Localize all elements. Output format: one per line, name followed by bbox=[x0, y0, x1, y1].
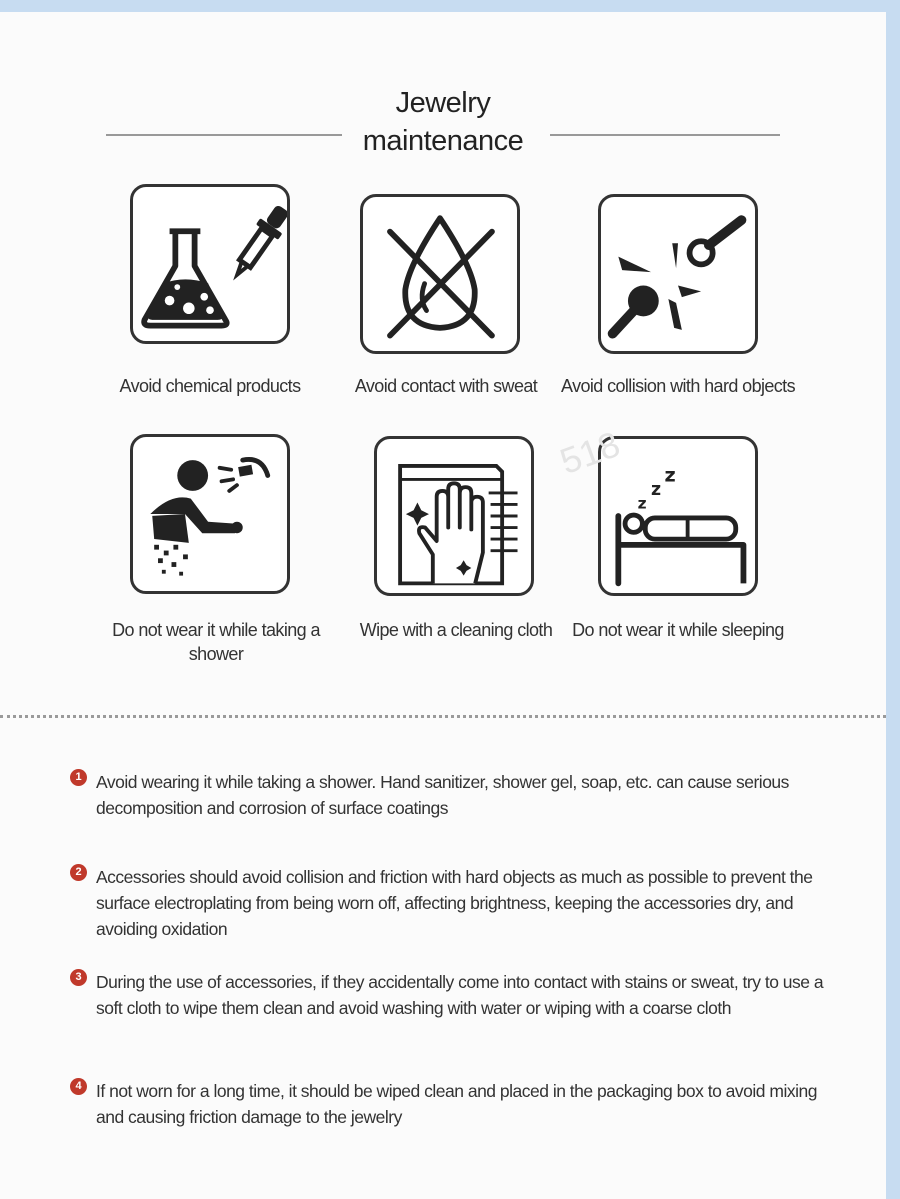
tip-caption: Do not wear it while taking a shower bbox=[112, 620, 320, 664]
note-number-badge: 2 bbox=[70, 864, 87, 881]
svg-text:z: z bbox=[664, 463, 676, 487]
care-note bbox=[70, 864, 840, 948]
note-text: During the use of accessories, if they accidentally come into contact with stains or sweat, try to use a soft cloth to wipe them clean and avoid washing with water or wiping with a coarse cloth bbox=[96, 972, 824, 1018]
tip-caption: Avoid contact with sweat bbox=[354, 376, 538, 396]
hand-cleaning-cloth-icon bbox=[377, 439, 531, 593]
note-number-badge: 1 bbox=[70, 769, 87, 786]
tip-caption: Avoid chemical products bbox=[119, 376, 301, 396]
watermark: 518 bbox=[554, 422, 626, 483]
svg-text:z: z bbox=[651, 479, 662, 500]
title-line-2: maintenance bbox=[362, 125, 524, 157]
tip-tile-sweat bbox=[360, 194, 520, 354]
tip-caption: Avoid collision with hard objects bbox=[560, 376, 795, 396]
tip-tile-shower bbox=[130, 434, 290, 594]
section-divider bbox=[0, 715, 886, 718]
tip-caption: Wipe with a cleaning cloth bbox=[359, 620, 553, 640]
tip-tile-cleaning bbox=[374, 436, 534, 596]
note-text: Accessories should avoid collision and friction with hard objects as much as possible to prevent the surface electroplating from being worn off, affecting brightness, keeping the accessories dry, and avoiding oxidation bbox=[96, 867, 813, 939]
page-title bbox=[0, 84, 886, 160]
care-note bbox=[70, 1078, 840, 1138]
note-text: If not worn for a long time, it should be wiped clean and placed in the packaging box to avoid mixing and causing friction damage to the jewelry bbox=[96, 1081, 817, 1127]
note-number-badge: 4 bbox=[70, 1078, 87, 1095]
person-shower-icon bbox=[133, 437, 287, 591]
tip-tile-chemicals bbox=[130, 184, 290, 344]
note-number-badge: 3 bbox=[70, 969, 87, 986]
hammer-impact-icon bbox=[601, 197, 755, 351]
tip-tile-collision bbox=[598, 194, 758, 354]
care-note bbox=[70, 969, 840, 1053]
tip-caption: Do not wear it while sleeping bbox=[572, 620, 784, 640]
care-note bbox=[70, 769, 840, 829]
note-text: Avoid wearing it while taking a shower. Hand sanitizer, shower gel, soap, etc. can cause serious decomposition and corrosion of surface coatings bbox=[96, 772, 789, 818]
maintenance-card bbox=[0, 12, 886, 1199]
title-rule-right bbox=[550, 134, 780, 136]
title-line-1: Jewelry bbox=[395, 87, 491, 119]
crossed-sweat-drop-icon bbox=[363, 197, 517, 351]
chemical-flask-dropper-icon bbox=[133, 187, 287, 341]
title-rule-left bbox=[106, 134, 342, 136]
svg-text:z: z bbox=[637, 494, 647, 513]
